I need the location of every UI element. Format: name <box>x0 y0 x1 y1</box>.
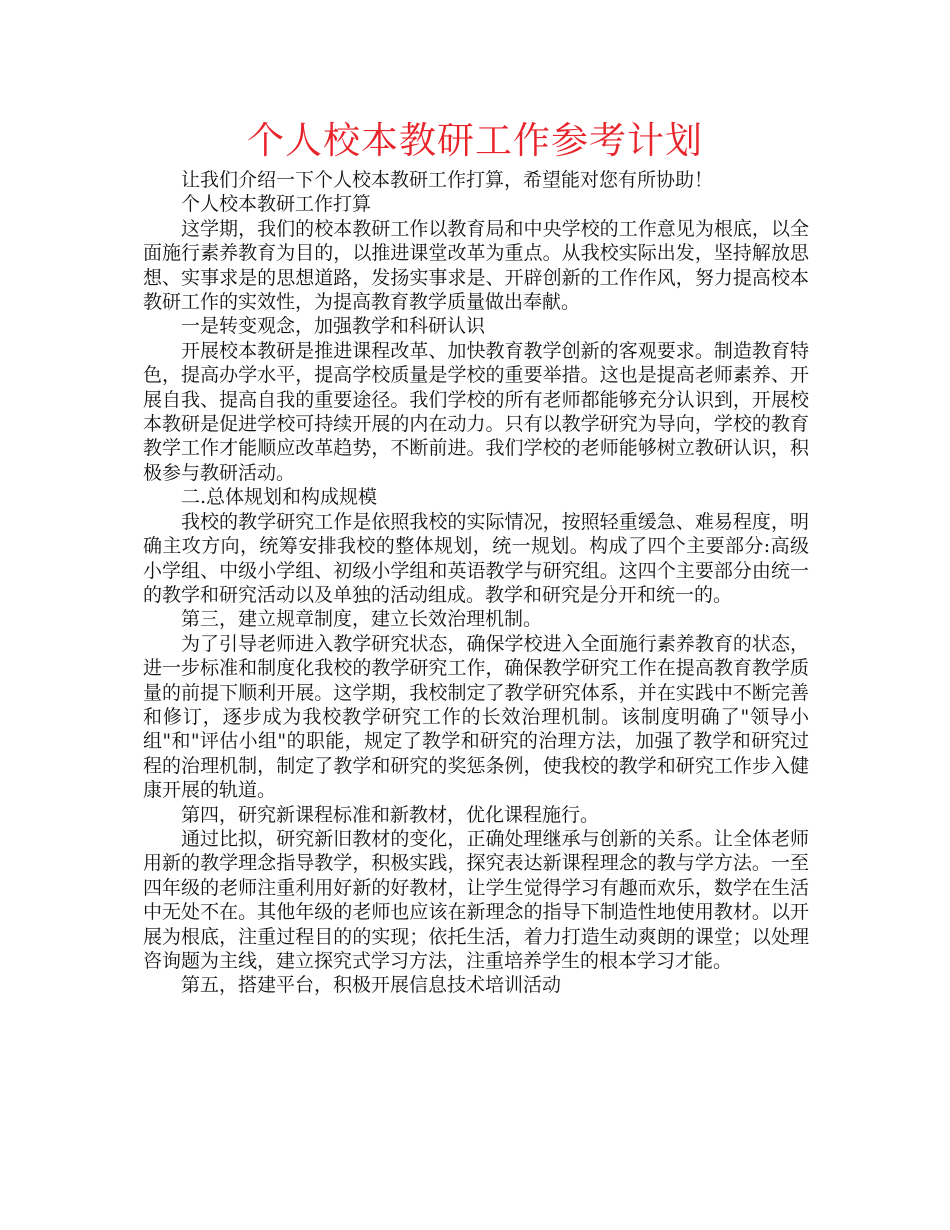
section-heading: 第四，研究新课程标准和新教材，优化课程施行。 <box>181 803 600 826</box>
body-paragraph: 通过比拟，研究新旧教材的变化，正确处理继承与创新的关系。让全体老师用新的教学理念指导教学，积极实践，探究表达新课程理念的教与学方法。一至四年级的老师注重利用好新的好教材，让学生觉得学习有趣而欢乐，数学在生活中无处不在。其他年级的老师也应该在新理念的指导下制造性地使用教材。以开展为根底，注重过程目的的实现；依托生活，着力打造生动爽朗的课堂；以处理咨询题为主线，建立探究式学习方法，注重培养学生的根本学习才能。 <box>143 827 809 972</box>
section-heading: 一是转变观念，加强教学和科研认识 <box>181 315 486 338</box>
section-heading: 第五，搭建平台，积极开展信息技术培训活动 <box>181 974 562 997</box>
body-paragraph: 开展校本教研是推进课程改革、加快教育教学创新的客观要求。制造教育特色，提高办学水平，提高学校质量是学校的重要举措。这也是提高老师素养、开展自我、提高自我的重要途径。我们学校的所有老师都能够充分认识到，开展校本教研是促进学校可持续开展的内在动力。只有以教学研究为导向，学校的教育教学工作才能顺应改革趋势，不断前进。我们学校的老师能够树立教研认识，积极参与教研活动。 <box>143 339 809 484</box>
subtitle-paragraph: 个人校本教研工作打算 <box>181 193 372 216</box>
body-paragraph: 为了引导老师进入教学研究状态，确保学校进入全面施行素养教育的状态，进一步标准和制度化我校的教学研究工作，确保教学研究工作在提高教育教学质量的前提下顺利开展。这学期，我校制定了教学研究体系，并在实践中不断完善和修订，逐步成为我校教学研究工作的长效治理机制。该制度明确了"领导小组"和"评估小组"的职能，规定了教学和研究的治理方法，加强了教学和研究过程的治理机制，制定了教学和研究的奖惩条例，使我校的教学和研究工作步入健康开展的轨道。 <box>143 632 809 802</box>
document-body <box>143 168 809 998</box>
body-paragraph: 这学期，我们的校本教研工作以教育局和中央学校的工作意见为根底，以全面施行素养教育为目的，以推进课堂改革为重点。从我校实际出发，坚持解放思想、实事求是的思想道路，发扬实事求是、开辟创新的工作作风，努力提高校本教研工作的实效性，为提高教育教学质量做出奉献。 <box>143 217 809 314</box>
section-heading: 第三，建立规章制度，建立长效治理机制。 <box>181 608 543 631</box>
body-paragraph: 我校的教学研究工作是依照我校的实际情况，按照轻重缓急、难易程度，明确主攻方向，统筹安排我校的整体规划，统一规划。构成了四个主要部分:高级小学组、中级小学组、初级小学组和英语教学与研究组。这四个主要部分由统一的教学和研究活动以及单独的活动组成。教学和研究是分开和统一的。 <box>143 510 809 606</box>
section-heading: 二.总体规划和构成规模 <box>181 486 378 509</box>
intro-paragraph: 让我们介绍一下个人校本教研工作打算，希望能对您有所协助！ <box>181 169 714 191</box>
document-title: 个人校本教研工作参考计划 <box>247 119 703 162</box>
